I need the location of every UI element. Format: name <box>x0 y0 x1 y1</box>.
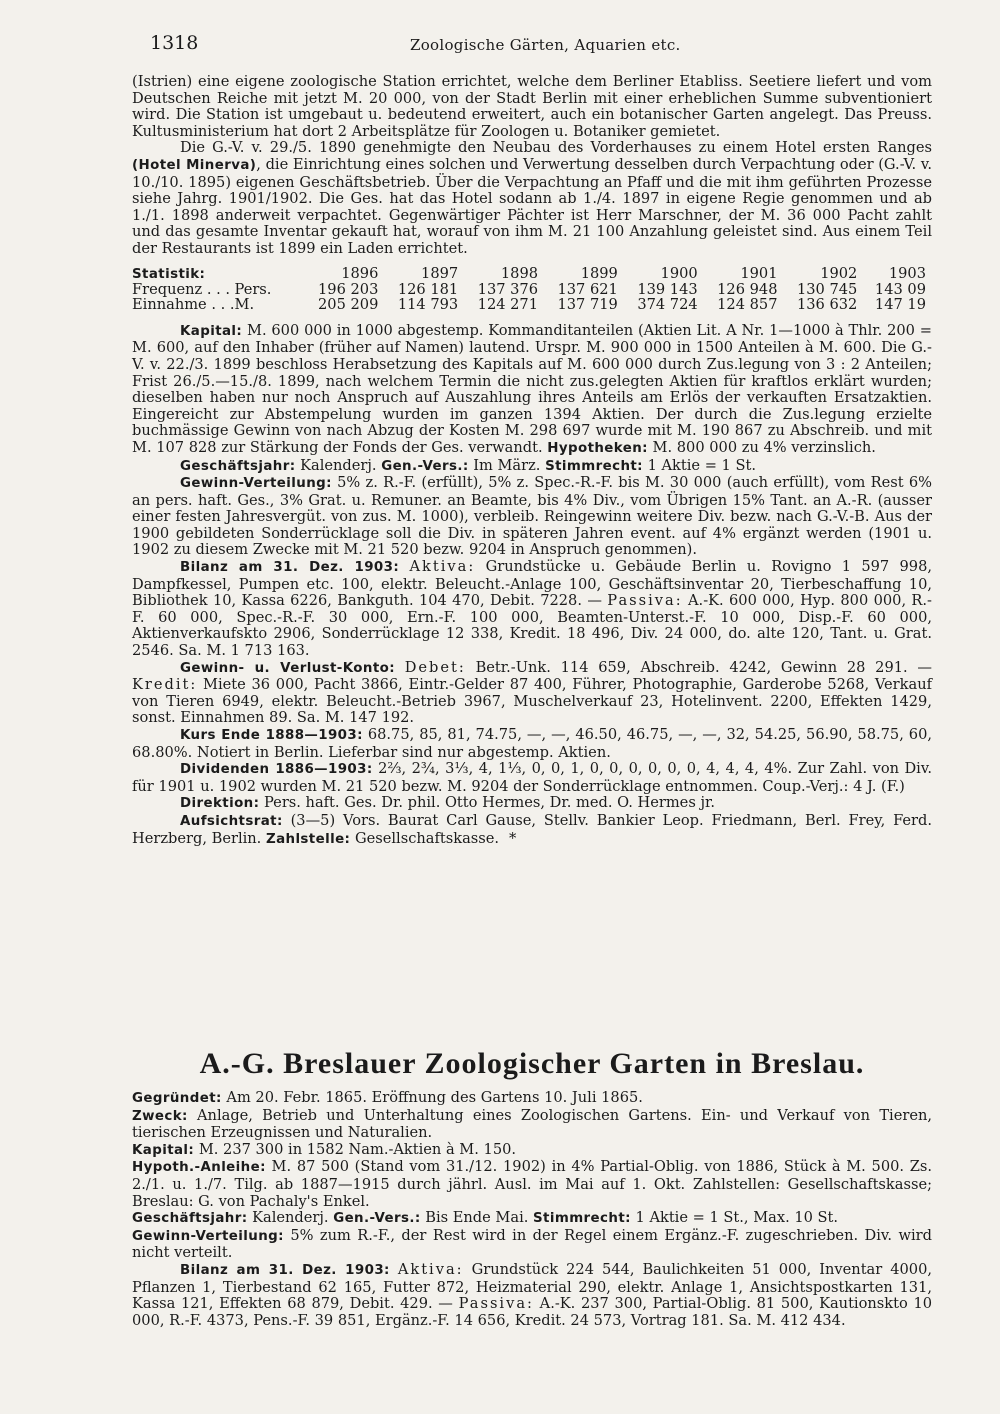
bilanz-aktiva-label: Aktiva: <box>409 558 476 576</box>
row-label: Einnahme . . . <box>132 296 235 314</box>
geschaeftsjahr-paragraph <box>132 1210 932 1228</box>
kurs-text: 68.75, 85, 81, 74.75, —, —, 46.50, 46.75, —, —, 32, 54.25, 56.90, 58.75, 60, 68.80%. Notiert in Berlin. Lieferbar sind nur abgestemp. Aktien. <box>132 726 933 761</box>
bilanz-paragraph <box>132 1262 932 1329</box>
end-mark: * <box>509 829 517 847</box>
bilanz-passiva-label: Passiva: <box>458 1295 534 1313</box>
kapital-text: M. 600 000 in 1000 abgestemp. Kommanditanteilen (Aktien Lit. A Nr. 1—1000 à Thlr. 200 = M. 600, auf den Inhaber (früher auf Namen) lautend. Urspr. M. 900 000 in 1500 Anteilen à M. 600. Die G.-V. v. 22./3. 1899 beschloss Herabsetzung des Kapitals auf M. 600 000 durch Zus.legung von 3 : 2 Anteilen; Frist 26./5.—15./8. 1899, nach welchem Termin die nicht zus.gelegten Aktien für kraftlos erklärt wurden; dieselben haben nur noch Anspruch auf Auszahlung ihres Anteils am Erlös der verkauften Ersatzaktien. Eingereicht zur Abstempelung wurden im ganzen 1394 Aktien. Der durch die Zus.legung erzielte buchmässige Gewinn von nach Abzug der Kosten M. 298 697 wurde mit M. 190 867 zu Abschreib. und mit M. 107 828 zur Stärkung der Fonds der Ges. verwandt. <box>132 321 932 456</box>
value-cell: 139 143 <box>637 280 698 298</box>
bilanz-label: Bilanz am 31. Dez. 1903: <box>180 1262 390 1278</box>
aufsichtsrat-label: Aufsichtsrat: <box>180 813 283 829</box>
einnahme-row <box>132 297 932 312</box>
gewinnverteilung-label: Gewinn-Verteilung: <box>180 476 332 492</box>
value-cell: 147 19 <box>874 296 926 314</box>
zahlstelle-label: Zahlstelle: <box>265 831 351 847</box>
aufsichtsrat-paragraph <box>132 813 932 848</box>
statistik-table <box>132 266 932 313</box>
year-cell: 1903 <box>888 265 926 283</box>
hotel-paragraph <box>132 140 932 257</box>
value-cell: 196 203 <box>318 280 379 298</box>
aufsichtsrat-text: (3—5) Vors. Baurat Carl Gause, Stellv. Bankier Leop. Friedmann, Berl. Frey, Ferd. Herzberg, Berlin. <box>132 811 932 847</box>
company-title: A.-G. Breslauer Zoologischer Garten in Breslau. <box>199 1047 865 1080</box>
value-cell: 114 793 <box>397 296 459 314</box>
kapital-paragraph <box>132 1142 932 1160</box>
value-cell: 374 724 <box>637 296 698 314</box>
hotel-text-1: Die G.-V. v. 29./5. 1890 genehmigte den Neubau des Vorderhauses zu einem Hotel ersten Ranges <box>180 139 932 157</box>
value-cell: 130 745 <box>796 280 858 298</box>
frequenz-row <box>132 282 932 297</box>
kapital-label: Kapital: <box>180 323 243 339</box>
running-head: Zoologische Gärten, Aquarien etc. <box>410 36 681 54</box>
genvers-label: Gen.-Vers.: <box>333 1211 421 1227</box>
year-cell: 1901 <box>740 265 778 283</box>
direktion-paragraph <box>132 795 932 813</box>
genvers-text: Im März. <box>473 456 541 474</box>
intro-paragraph: (Istrien) eine eigene zoologische Station errichtet, welche dem Berliner Etabliss. Seetiere liefert und vom Deutschen Reiche mit jetzt M. 20 000, von der Stadt Berlin mit einer erheblichen Summe subventioniert wird. Die Station ist umgebaut u. bedeutend erweitert, auch ein botanischer Garten angelegt. Das Preuss. Kultusministerium hat dort 2 Arbeitsplätze für Zoologen u. Botaniker gemietet. <box>132 73 932 140</box>
year-cell: 1900 <box>660 265 698 283</box>
zweck-text: Anlage, Betrieb und Unterhaltung eines Zoologischen Gartens. Ein- und Verkauf von Tieren, tierischen Erzeugnissen und Naturalien. <box>132 1106 933 1142</box>
page-header <box>150 32 930 58</box>
bilanz-aktiva-text: Grundstücke u. Gebäude Berlin u. Rovigno 1 597 998, Dampfkessel, Pumpen etc. 100, elektr. Beleucht.-Anlage 100, Geschäftsinventar 20, Tierbeschaffung 10, Bibliothek 10, Kassa 6226, Bankguth. 104 470, Debit. 7228. — <box>132 558 932 610</box>
gewinnverteilung-text: 5% zum R.-F., der Rest wird in der Regel einem Ergänz.-F. zugeschrieben. Div. wird nicht verteilt. <box>132 1226 932 1262</box>
bilanz-passiva-label: Passiva: <box>607 592 683 610</box>
value-cell: 137 719 <box>557 296 618 314</box>
year-cell: 1902 <box>820 265 858 283</box>
value-cell: 124 857 <box>717 296 778 314</box>
gewinnverteilung-paragraph <box>132 475 932 559</box>
dividenden-label: Dividenden 1886—1903: <box>180 762 373 778</box>
gewinnverteilung-label: Gewinn-Verteilung: <box>132 1228 284 1244</box>
value-cell: 143 09 <box>874 280 926 298</box>
genvers-text: Bis Ende Mai. <box>425 1209 529 1227</box>
bilanz-aktiva-label: Aktiva: <box>397 1260 464 1278</box>
year-cell: 1896 <box>341 265 379 283</box>
genvers-label: Gen.-Vers.: <box>381 458 469 474</box>
geschaeftsjahr-text: Kalenderj. <box>252 1209 329 1227</box>
kurs-paragraph <box>132 727 932 761</box>
value-cell: 126 181 <box>397 280 459 298</box>
bilanz-aktiva-text: Grundstück 224 544, Baulichkeiten 51 000, Inventar 4000, Pflanzen 1, Tierbestand 62 165, Futter 872, Heizmaterial 290, elektr. Anlage 1, Ansichtspostkarten 131, Kassa 121, Effekten 68 879, Debit. 429. — <box>132 1260 933 1313</box>
bilanz-passiva-text: A.-K. 600 000, Hyp. 800 000, R.-F. 60 000, Spec.-R.-F. 30 000, Ern.-F. 100 000, Beamten-Unterst.-F. 10 000, Disp.-F. 60 000, Aktienverkaufskto 2906, Sonderrücklage 12 338, Kredit. 18 496, Div. 24 000, do. alte 120, Tant. u. Grat. 2546. Sa. M. 1 713 163. <box>132 592 932 660</box>
hypoth-text: M. 87 500 (Stand vom 31./12. 1902) in 4% Partial-Oblig. von 1886, Stück à M. 500. Zs. 2./1. u. 1./7. Tilg. ab 1887—1915 durch jährl. Ausl. im Mai auf 1. Okt. Zahlstellen: Gesellschaftskasse; Breslau: G. von Pachaly's Enkel. <box>132 1158 933 1210</box>
dividenden-text: 2⅔, 2¾, 3⅓, 4, 1⅓, 0, 0, 1, 0, 0, 0, 0, 0, 0, 4, 4, 4, 4%. Zur Zahl. von Div. für 1901 u. 1902 wurden M. 21 520 bezw. M. 9204 der Sonderrücklage entnommen. Coup.-Verj.: 4 J. (F.) <box>132 760 932 795</box>
stimmrecht-text: 1 Aktie = 1 St. <box>647 456 756 474</box>
geschaeftsjahr-label: Geschäftsjahr: <box>180 458 296 474</box>
stimmrecht-label: Stimmrecht: <box>533 1211 631 1227</box>
geschaeftsjahr-label: Geschäftsjahr: <box>132 1211 248 1227</box>
guv-kredit-text: Miete 36 000, Pacht 3866, Eintr.-Gelder 87 400, Führer, Photographie, Garderobe 5268, Verkauf von Tieren 6949, elektr. Beleucht.-Betrieb 3967, Muschelverkauf 23, Hotelinvent. 2200, Effekten 1429, sonst. Einnahmen 89. Sa. M. 147 192. <box>132 676 933 727</box>
hypoth-paragraph <box>132 1159 932 1210</box>
value-cell: 137 376 <box>477 280 539 298</box>
statistik-label: Statistik: <box>132 266 206 282</box>
kurs-label: Kurs Ende 1888—1903: <box>180 728 363 743</box>
geschaeftsjahr-paragraph <box>132 458 932 476</box>
gewinnverteilung-text: 5% z. R.-F. (erfüllt), 5% z. Spec.-R.-F. bis M. 30 000 (auch erfüllt), vom Rest 6% an pers. haft. Ges., 3% Grat. u. Remuner. an Beamte, bis 4% Div., vom Übrigen 15% Tant. an A.-R. (ausser einer festen Jahresvergüt. von zus. M. 1000), verbleib. Reingewinn weitere Div. bezw. nach G.-V.-B. Aus der 1900 gebildeten Sonderrücklage soll die Div. in späteren Jahren event. auf 4% ergänzt werden (1901 u. 1902 zu diesem Zwecke mit M. 21 520 bezw. 9204 in Anspruch genommen). <box>132 474 932 559</box>
zahlstelle-text: Gesellschaftskasse. <box>354 829 500 847</box>
statistik-header-row <box>132 266 932 282</box>
year-cell: 1897 <box>421 265 459 283</box>
value-cell: 137 621 <box>557 280 618 298</box>
gegruendet-paragraph <box>132 1090 932 1108</box>
zweck-label: Zweck: <box>132 1108 188 1124</box>
kapital-label: Kapital: <box>132 1142 195 1158</box>
year-cell: 1899 <box>580 265 618 283</box>
hotel-text-2: , die Einrichtung eines solchen und Verwertung desselben durch Verpachtung oder (G.-V. v. 10./10. 1895) eigenen Geschäftsbetrieb. Über die Verpachtung an Pfaff und die mit ihm geführten Prozesse siehe Jahrg. 1901/1902. Die Ges. hat das Hotel sodann ab 1./4. 1897 in eigene Regie genommen und ab 1./1. 1898 anderweit verpachtet. Gegenwärtiger Pächter ist Herr Marschner, der M. 36 000 Pacht zahlt und das gesamte Inventar gekauft hat, worauf von ihm M. 21 100 Anzahlung geleistet sind. Aus einem Teil der Restaurants ist 1899 ein Laden errichtet. <box>132 155 932 257</box>
bilanz-label: Bilanz am 31. Dez. 1903: <box>180 560 400 576</box>
hypoth-label: Hypoth.-Anleihe: <box>132 1160 266 1176</box>
geschaeftsjahr-text: Kalenderj. <box>300 456 377 474</box>
row-unit: Pers. <box>234 280 272 298</box>
page-number: 1318 <box>150 32 199 54</box>
minerva-entry <box>132 74 932 848</box>
value-cell: 126 948 <box>717 280 778 298</box>
hypotheken-text: M. 800 000 zu 4% verzinslich. <box>652 438 876 456</box>
direktion-label: Direktion: <box>180 796 260 812</box>
gegruendet-label: Gegründet: <box>132 1091 222 1106</box>
value-cell: 124 271 <box>477 296 539 314</box>
value-cell: 205 209 <box>318 296 379 314</box>
kapital-paragraph <box>132 323 932 458</box>
value-cell: 136 632 <box>796 296 858 314</box>
year-cell: 1898 <box>500 265 539 283</box>
row-label: Frequenz . . . <box>132 280 231 298</box>
stimmrecht-label: Stimmrecht: <box>545 458 643 474</box>
dividenden-paragraph <box>132 761 932 795</box>
kapital-text: M. 237 300 in 1582 Nam.-Aktien à M. 150. <box>198 1140 517 1158</box>
guv-debet-label: Debet: <box>404 658 466 676</box>
breslau-entry <box>132 1090 932 1329</box>
guv-paragraph <box>132 660 932 727</box>
bilanz-passiva-text: A.-K. 237 300, Partial-Oblig. 81 500, Kautionskto 10 000, R.-F. 4373, Pens.-F. 39 851, Ergänz.-F. 14 656, Kredit. 24 573, Vortrag 181. Sa. M. 412 434. <box>132 1295 933 1329</box>
hotel-name: (Hotel Minerva) <box>132 157 257 173</box>
guv-kredit-label: Kredit: <box>132 676 198 694</box>
direktion-text: Pers. haft. Ges. Dr. phil. Otto Hermes, Dr. med. O. Hermes jr. <box>264 794 715 812</box>
gegruendet-text: Am 20. Febr. 1865. Eröffnung des Gartens 10. Juli 1865. <box>226 1089 643 1106</box>
guv-label: Gewinn- u. Verlust-Konto: <box>180 660 395 676</box>
guv-debet-text: Betr.-Unk. 114 659, Abschreib. 4242, Gewinn 28 291. — <box>475 658 932 676</box>
hypotheken-label: Hypotheken: <box>547 440 648 456</box>
zweck-paragraph <box>132 1108 932 1142</box>
gewinnverteilung-paragraph <box>132 1228 932 1262</box>
row-unit: M. <box>234 296 255 314</box>
stimmrecht-text: 1 Aktie = 1 St., Max. 10 St. <box>635 1209 839 1227</box>
bilanz-paragraph <box>132 559 932 660</box>
